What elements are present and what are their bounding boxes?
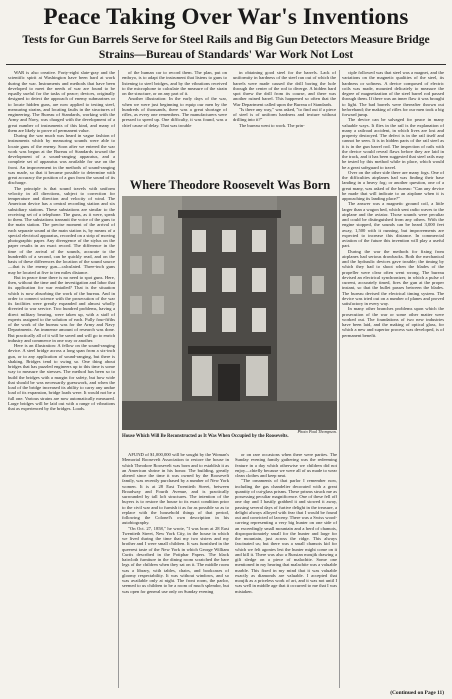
photo-title: Where Theodore Roosevelt Was Born: [129, 178, 331, 192]
subhead: Tests for Gun Barrels Serve for Steel Rails and Big Gun Detectors Measure Bridge Strains—Bureau of Standards' War Work Not Lost: [22, 33, 430, 61]
article-paragraph: "The ornaments of that parlor I remember now, including the gas chandelier decorated with a great quantity of cut-glass prisms. These prisms struck me as possessing peculiar magnificence. One of these fell off one day and I hastily grabbed it and stowed it away, passing several days of furtive delight in the treasure, a delight always alloyed with fear that I would be found out and convicted of larceny. There was a Swiss wood-carving representing a very big hunter on one side of an exceedingly small mountain and a herd of chamois, disproportionately small for the hunter and large for the mountain, just across the ridge. This always fascinated us; but there was a small chamois kid for which we felt agonies lest the hunter might come on it and kill it. There was also a Russian moujik drawing a gilt sledge on a piece of malachite. Some one mentioned in my hearing that malachite was a valuable marble. This fixed in my mind that it was valuable exactly as diamonds are valuable. I accepted that moujik as a priceless work of art, and it was not until I was well in middle age that it occurred to me that I was mistaken.: [235, 478, 337, 594]
article-paragraph: Over on the other side there are many fogs. One of the difficulties airplanes had was finding their base landing in a heavy fog; or another question, one of a great many, was asked of the bureau: "Can any device be made that will indicate to an airplane when it is approaching its landing place?": [342, 169, 444, 201]
photo-credit: Photo Paul Thompson.: [297, 429, 337, 434]
article-column-3: [233, 70, 336, 174]
article-paragraph: But in peace time there is no need to spot guns. Here, then, without the time and the investigation and labor that its application for war entailed? That is the situation which is now absorbing the work of the bureau. And in order to connect science with the prosecution of the war its facilities were greatly expanded and almost wholly diverted to war service. Two hundred problems, having a direct military bearing, were taken up, with a staff of experts assigned to the solution of each. Fully four-fifths of the work of the bureau was for the Army and Navy Departments. An immense amount of research was done. But practically all of it will be saved and will go to enrich industry and commerce in one way or another.: [8, 274, 115, 343]
headline: Peace Taking Over War's Inventions: [43, 4, 409, 29]
house-photo: [122, 196, 337, 430]
article-paragraph: AFUND of $1,000,000 will be sought by the Woman's Memorial Roosevelt Association to restore the house in which Theodore Roosevelt was born and to establish it as an American shrine in his honor. The building, greatly altered since the time it was owned by the Roosevelt family, was recently purchased by a number of New York women. It is at 28 East Twentieth Street, between Broadway and Fourth Avenue, and is practically surrounded by tall loft structures. The intention of the buyers is to restore the house to its exact condition prior to the civil war and to furnish it as far as possible so as to replace with the household things of that period, following the Colonel's own description in his autobiography.: [122, 452, 229, 526]
article-column-2: [122, 70, 227, 174]
article-paragraph: or on rare occasions when there were parties. The Sunday evening family gathering was the redeeming feature in a day which otherwise we children did not enjoy—chiefly because we were all of us made to wear clean clothes and keep neat.: [235, 452, 337, 478]
continued-note: (Continued on Page 11): [390, 690, 444, 696]
article-paragraph: During the war much was heard in vague fashion of instruments which by measuring sounds were able to locate guns of the enemy. Soon after we entered the war work was begun at the Bureau of Standards toward the development of a sound-ranging apparatus, and a complete set of apparatus was available for use on the front. An improvement in the methods of sound-ranging was made, so that it became possible to determine with great accuracy the position of a gun from the sound of its discharge.: [8, 133, 115, 186]
article-paragraph: "Is there any way," was asked, "to find out if a piece of steel is of uniform hardness and texture without drilling into it?": [233, 106, 336, 123]
caption-text: House Which Will Be Reconstructed as It Was When Occupied by the Roosevelts.: [122, 434, 289, 439]
article-paragraph: Here is an illustration: A fellow on the sound-ranging device. A steel bridge across a long span from a six-inch gun, or to any application of sound-ranging, but there is shaking. Bridges tend to swing so. One thing about bridges that has puzzled engineers up to this time is some way to measure the stresses. The method has been so to build the bridges with a margin for safety, but how wide that should be was necessarily guesswork, and when the load of the bridge increased its ability to carry any undue load of its expansion, bridge loads were. It would not be a full one. Various strains are now automatically measured. Large bridges will be laid out with a range of vibrations that as experienced by the bridges. Loads.: [8, 343, 115, 411]
article-paragraph: The device can be salvaged for peace in many valuable ways. It flies in the rail is the explanation of many a railroad accident, in which lives are lost and property destroyed. The defect is in the rail itself and cannot be seen. It is in hidden parts of the rail steel as it is in the gun barrel rod. The inspection of rails with the device would reveal flaws before they are laid in the track, and it has been suggested that steel rails may be tested by this method while in place, which would be a great safeguard to travel.: [342, 117, 444, 170]
article-paragraph: The bureau went to work. The prin-: [239, 122, 305, 128]
article-paragraph: In many other branches problems upon which the prosecution of the war or some other matter were worked out. The foundations of two new industries have been laid, and the making of optical glass, for which a new and superior process was developed, is of permanent benefit.: [342, 306, 444, 338]
article-paragraph: "On Oct. 27, 1858," he wrote, "I was born at 28 East Twentieth Street, New York City, in the house in which we lived during the time that my two sisters and my brother and I were small children. It was furnished in the queerest taste of the New York in which George William Curtis described in the Potiphar Papers. The black haircloth furniture in the dining room scratched the bare legs of the children when they sat on it. The middle room was a library, with tables, chairs, and bookcases of gloomy respectability. It was without windows, and so was available only at night. The front room, the parlor, seemed to us children to be a room of much splendor, but was open for general use only on Sunday evening: [122, 525, 229, 594]
article-column-4: [342, 70, 444, 688]
article-paragraph: ciple followed was that steel was a magnet, and the variations on the magnetic qualities of the steel, its hardness or softness. A device composed of electric coils was made, mounted delicately to measure the degree of magnetization of the steel barrel rod passed through them. If there was an inner flaw it was brought to light. The bad barrels were thereafter thrown out beforehand; the making of rifles for our men took a big forward jump.: [342, 70, 444, 117]
column-rule: [339, 70, 340, 688]
article-paragraph: Another illustration: In the early days of the war, when we were just beginning to equip our men by the hundreds of thousands, there was a great shortage of rifles, as every one remembers. The manufacturers were pressed to speed up. One difficulty, it was found, was a chief cause of delay. That was trouble: [122, 96, 227, 128]
article-paragraph: WAR is also creative. Forty-eight slate-gray and the scientific spirit at Washington have been hard at work during the war. Instruments and methods that have been developed to meet the needs of war are found to be equally useful for the tasks of peace; devices, originally designed to detect the approach of enemy submarines or to locate hidden guns, are now applied to testing steel, measuring strains, and locating faults in the structures of engineering. The Bureau of Standards, working with the Army and Navy, was charged with the development of a great number of instruments of this kind, and many of them are likely to prove of permanent value.: [8, 70, 115, 133]
house-photo-image: [122, 196, 337, 430]
article-column-1: [8, 70, 115, 688]
column-rule: [118, 70, 119, 688]
article-column-6: [235, 452, 337, 688]
article-column-5: [122, 452, 229, 688]
article-paragraph: The principle is that sound travels with uniform velocity in all directions, subject to correction for temperature and direction and velocity of wind. The American device has a central recording station and six subsidiary stations. These substations are similar to the receiving set of a telephone. The guns, as it were, speak to them. The substations transmit the voice of the guns to the main station. The precise moment of the arrival of each separate sound at the main station is, by means of a special electrical apparatus, recorded on a strip of moving photographic paper. Any divergence of the stylus on the paper results in an exact record. The difference in the time of the arrival of the sounds, accurate to the hundredth of a second, can be quickly read, and on the basis of these differences the location of the sound source—that is the enemy gun—calculated. Three-inch guns may be located at five to ten miles distance.: [8, 185, 115, 275]
article-paragraph: of the human car to record them. The plan, put on embryo, is to adapt the instrument that listens to guns to listening to steel bridges, and by the vibrations received to the microphone to calculate the measure of the strain on the structure, or on any part of it.: [122, 70, 227, 96]
article-paragraph: in obtaining good steel for the barrels. Lack of uniformity in hardness of the steel ran out of which the barrels were made caused the drill boring the hole through the center of the rod to diverge. A hidden hard spot threw the drill from its course, and there was another ruined barrel. This happened so often that the War Department called upon the Bureau of Standards.: [233, 70, 336, 107]
article-paragraph: The answer was a magnetic ground coil, a little larger than a wagon bed, which sent radio waves to the airplane and the aviator. Those sounds were peculiar and could be distinguished from any others. With the engine stopped, the sounds can be heard 3,000 feet away, 1,500 with it running, but improvements are expected to increase this distance. In commercial aviation of the future this invention will play a useful part.: [342, 201, 444, 249]
article-paragraph: During the war the methods for fixing from airplanes had serious drawbacks. Both the mechanical and the hydraulic devices gave trouble; the timing by which they had to shoot when the blades of the propeller were clear often went wrong. The bureau devised an electrical synchronizer, in which a pulse of current, accurately timed, fires the gun at the proper instant, so that the bullet passes between the blades. The bureau devised the electrical timing system. The device was tried out on a number of planes and proved satisfactory in every way.: [342, 248, 444, 306]
top-rule: [6, 64, 446, 65]
photo-caption: [122, 429, 337, 440]
